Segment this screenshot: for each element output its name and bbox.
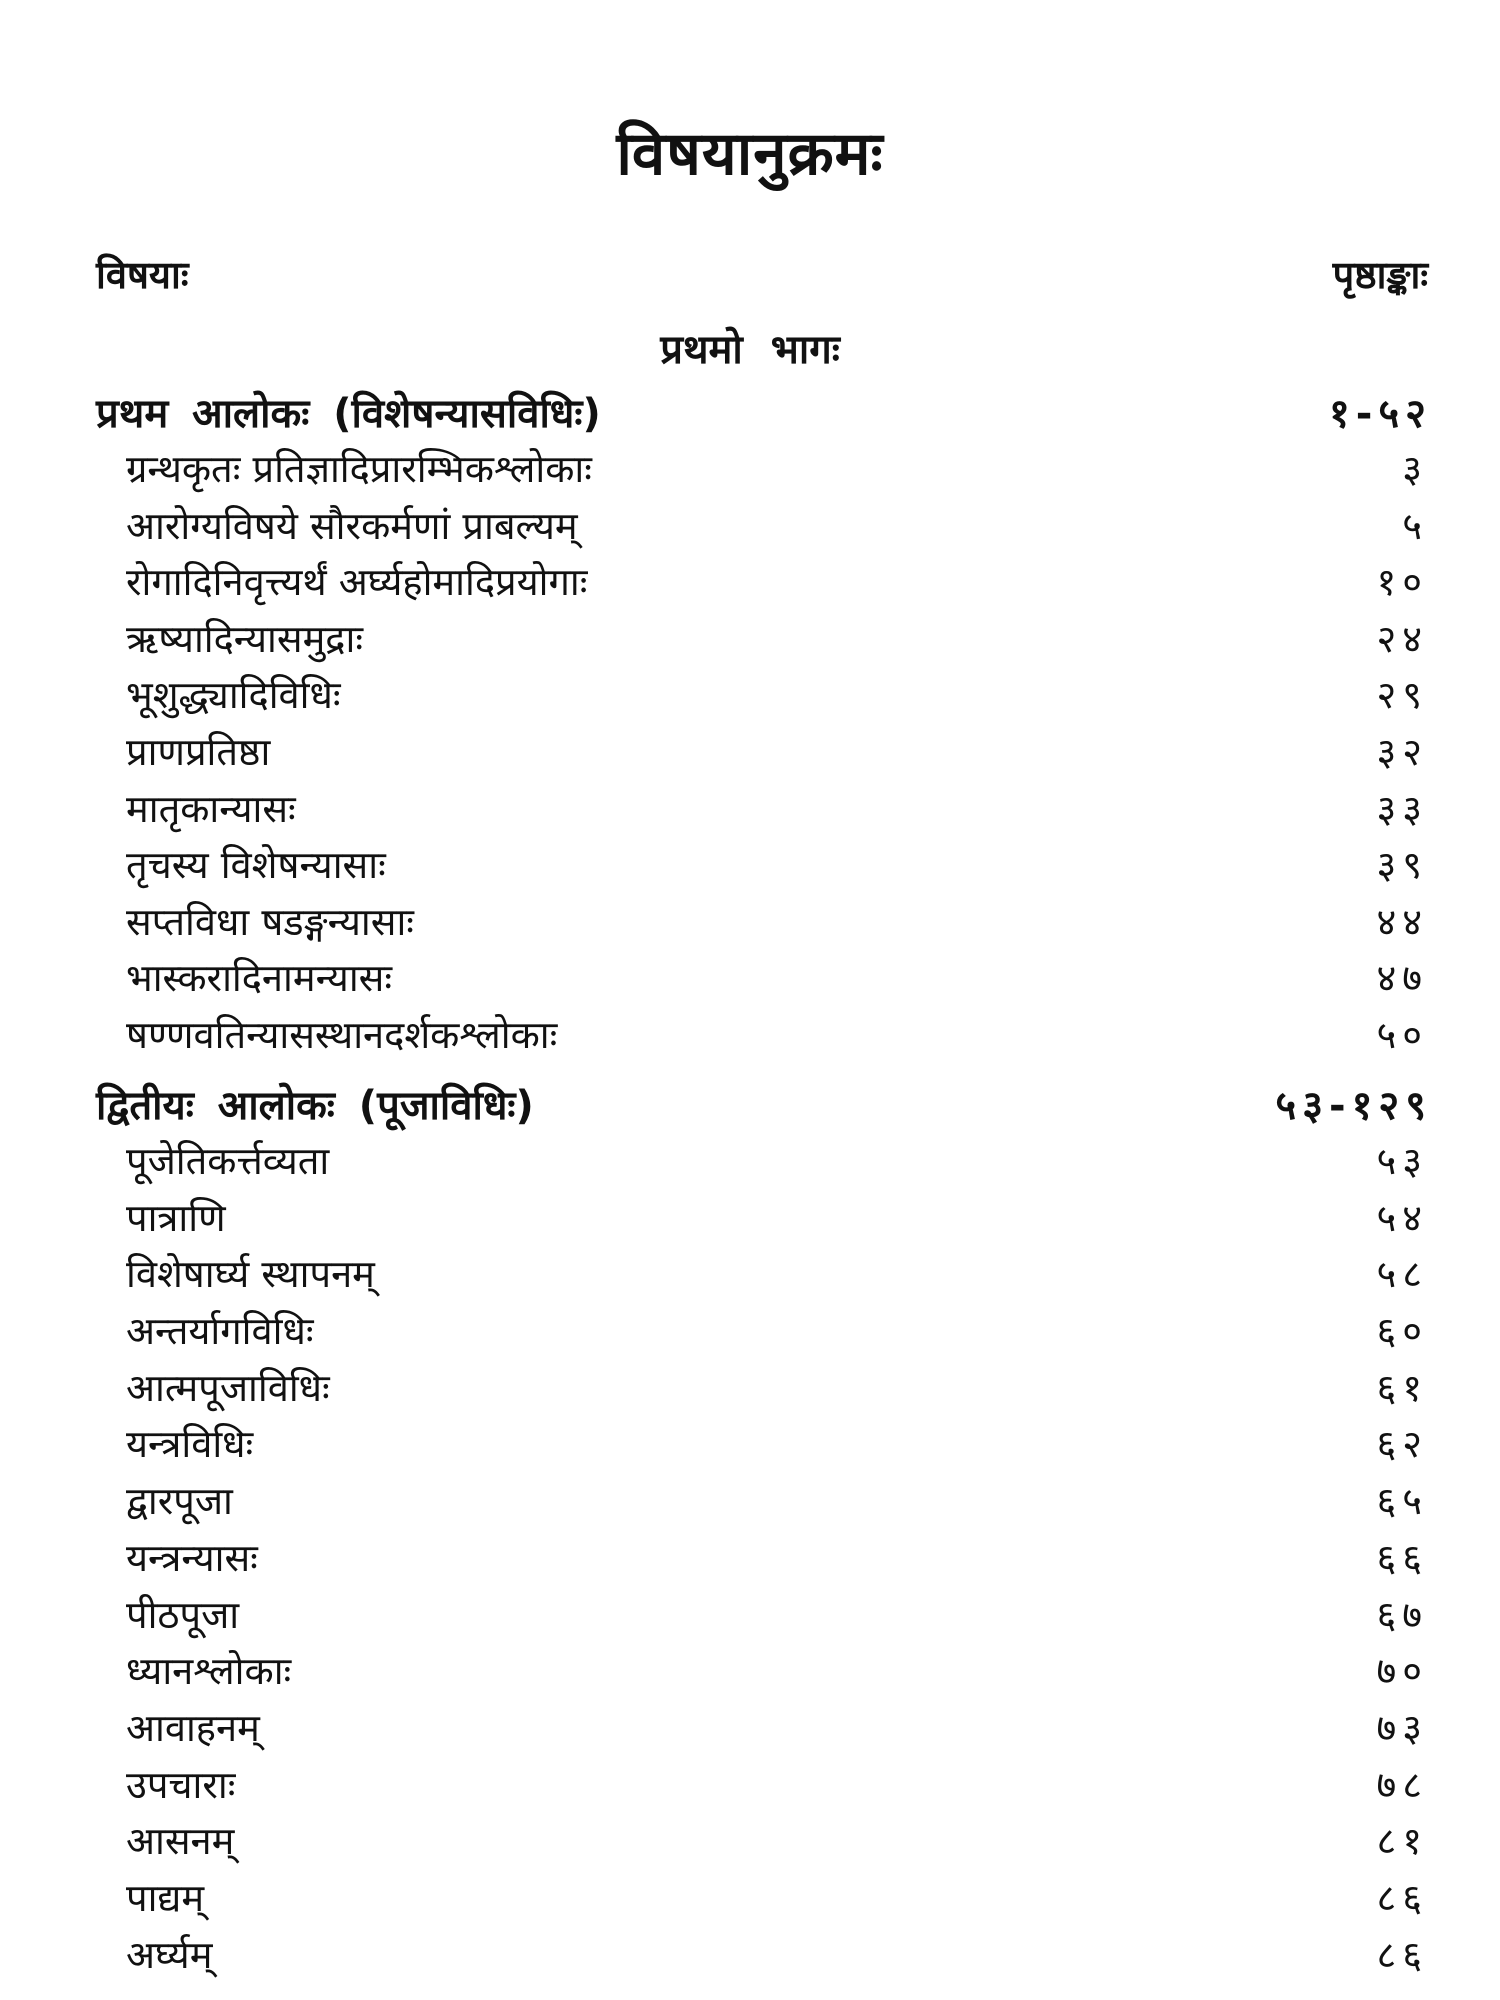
- part-heading: प्रथमो भागः: [660, 327, 840, 373]
- page-title: विषयानुक्रमः: [616, 119, 884, 189]
- toc-entry: [96, 555, 1432, 612]
- entry-page: ३: [1402, 447, 1428, 491]
- entry-page: ५०: [1376, 1012, 1428, 1057]
- section-title: द्वितीयः आलोकः (पूजाविधिः): [96, 1083, 534, 1129]
- entry-page: ५३: [1376, 1139, 1428, 1183]
- entry-page: ६६: [1376, 1535, 1428, 1580]
- entry-title: ध्यानश्लोकाः: [126, 1649, 292, 1694]
- toc-entry: [96, 1531, 1432, 1588]
- entry-page: ६५: [1376, 1479, 1428, 1524]
- toc-entry: [96, 1928, 1432, 1985]
- entry-title: यन्त्रन्यासः: [126, 1535, 258, 1580]
- entry-page: ८६: [1376, 1932, 1428, 1977]
- section-heading: [96, 384, 1432, 442]
- toc-entry: [96, 1304, 1432, 1361]
- entry-page: ७३: [1376, 1705, 1428, 1750]
- toc-entry: [96, 442, 1432, 499]
- entry-title: तृचस्य विशेषन्यासाः: [126, 843, 386, 888]
- toc-entry: [96, 782, 1432, 839]
- entry-title: पीठपूजा: [126, 1592, 240, 1637]
- toc-entry: [96, 1008, 1432, 1065]
- entry-title: भूशुद्ध्यादिविधिः: [126, 673, 341, 718]
- entry-title: द्वारपूजा: [126, 1479, 233, 1524]
- toc-entry: [96, 725, 1432, 782]
- entry-title: सप्तविधा षडङ्गन्यासाः: [126, 899, 414, 944]
- toc-entry: [96, 1417, 1432, 1474]
- toc-entry: [96, 895, 1432, 952]
- entry-page: ८१: [1376, 1819, 1428, 1864]
- entry-title: रोगादिनिवृत्त्यर्थं अर्घ्यहोमादिप्रयोगाः: [126, 560, 588, 605]
- entry-title: ग्रन्थकृतः प्रतिज्ञादिप्रारम्भिकश्लोकाः: [126, 447, 592, 491]
- entry-page: १०: [1376, 560, 1428, 605]
- section-title: प्रथम आलोकः (विशेषन्यासविधिः): [96, 391, 601, 437]
- entry-page: ४४: [1376, 899, 1428, 944]
- entry-page: ५४: [1376, 1195, 1428, 1240]
- toc-entry: [96, 1644, 1432, 1701]
- entry-page: ७०: [1376, 1649, 1428, 1694]
- entry-title: मातृकान्यासः: [126, 786, 296, 831]
- entry-title: आसनम्: [126, 1819, 235, 1864]
- toc-entry: [96, 668, 1432, 725]
- entry-title: आत्मपूजाविधिः: [126, 1365, 330, 1410]
- toc-entry: [96, 499, 1432, 556]
- entry-title: ऋष्यादिन्यासमुद्राः: [126, 616, 364, 661]
- toc-entry: [96, 1871, 1432, 1928]
- section-heading: [96, 1076, 1432, 1134]
- entry-title: अन्तर्यागविधिः: [126, 1309, 314, 1354]
- entry-page: ३३: [1376, 786, 1428, 831]
- entry-title: यन्त्रविधिः: [126, 1422, 254, 1467]
- entry-page: ३२: [1376, 729, 1428, 774]
- toc-entry: [96, 1758, 1432, 1815]
- entry-title: पात्राणि: [126, 1195, 226, 1240]
- entry-page: २९: [1376, 673, 1428, 718]
- toc-entry: [96, 1474, 1432, 1531]
- entry-page: ४७: [1376, 956, 1428, 1001]
- section-page-range: ५३-१२९: [1275, 1083, 1432, 1129]
- entry-page: ७८: [1376, 1762, 1428, 1807]
- entry-page: ६७: [1376, 1592, 1428, 1637]
- toc-entry: [96, 951, 1432, 1008]
- toc-entry: [96, 1134, 1432, 1191]
- toc-entry: [96, 612, 1432, 669]
- entry-page: २४: [1376, 616, 1428, 661]
- toc-entry: [96, 838, 1432, 895]
- toc-entry: [96, 1191, 1432, 1248]
- entry-page: ८६: [1376, 1875, 1428, 1920]
- entry-page: ६२: [1376, 1422, 1428, 1467]
- toc-entry: [96, 1247, 1432, 1304]
- entry-page: ६१: [1376, 1365, 1428, 1410]
- toc-entry: [96, 1814, 1432, 1871]
- entry-title: विशेषार्घ्य स्थापनम्: [126, 1252, 375, 1297]
- toc-section-2: [96, 1076, 1432, 1984]
- entry-title: पाद्यम्: [126, 1875, 205, 1920]
- toc-section-1: [96, 384, 1432, 1065]
- page-column-heading: पृष्ठाङ्काः: [1332, 253, 1428, 297]
- entry-title: उपचाराः: [126, 1762, 236, 1807]
- entry-title: षण्णवतिन्यासस्थानदर्शकश्लोकाः: [126, 1012, 558, 1057]
- entry-page: ५: [1402, 503, 1428, 548]
- entry-title: आवाहनम्: [126, 1705, 260, 1750]
- entry-title: अर्घ्यम्: [126, 1932, 213, 1977]
- entry-page: ३९: [1376, 843, 1428, 888]
- subject-column-heading: विषयाः: [96, 253, 189, 297]
- entry-page: ५८: [1376, 1252, 1428, 1297]
- entry-title: पूजेतिकर्त्तव्यता: [126, 1139, 330, 1183]
- toc-entry: [96, 1588, 1432, 1645]
- entry-title: प्राणप्रतिष्ठा: [126, 729, 271, 774]
- entry-title: आरोग्यविषये सौरकर्मणां प्राबल्यम्: [126, 503, 578, 548]
- entry-page: ६०: [1376, 1309, 1428, 1354]
- toc-entry: [96, 1361, 1432, 1418]
- entry-title: भास्करादिनामन्यासः: [126, 956, 393, 1001]
- toc-entry: [96, 1701, 1432, 1758]
- section-page-range: १-५२: [1328, 391, 1432, 437]
